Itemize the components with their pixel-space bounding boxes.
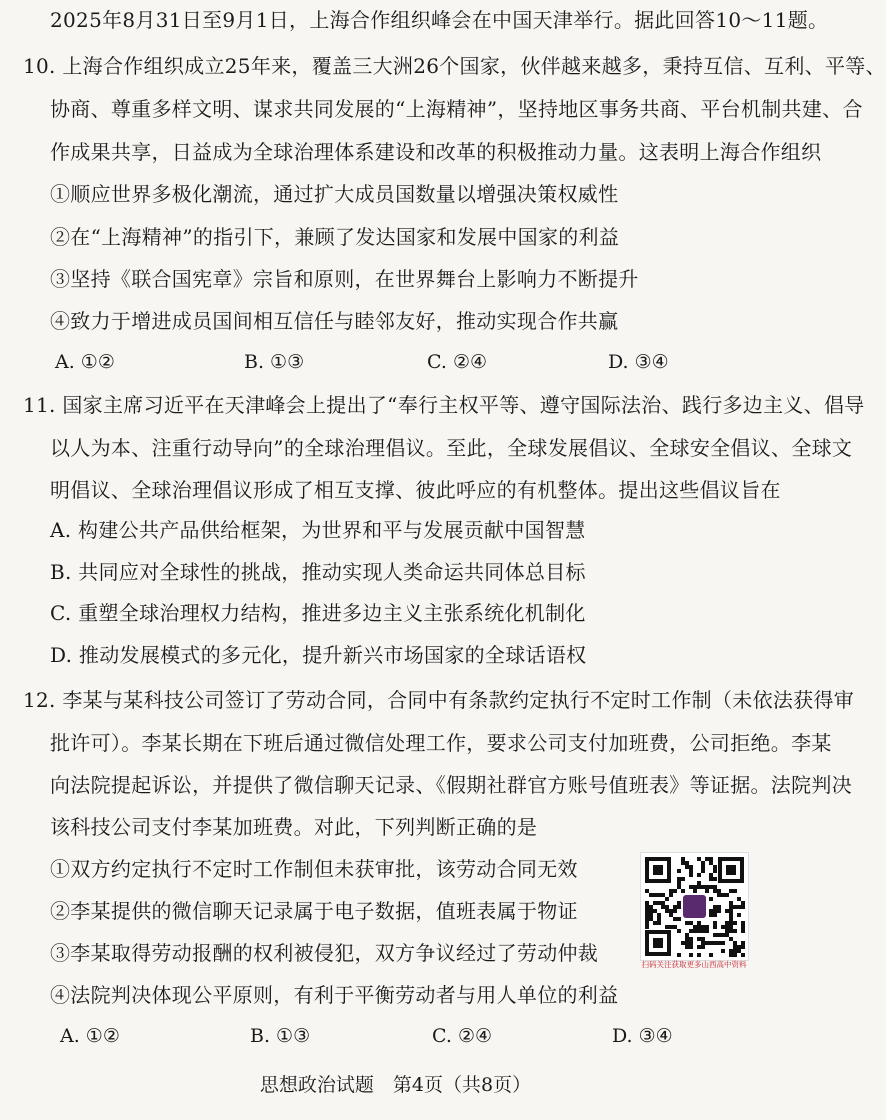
q12-stem-line-1: 12. 李某与某科技公司签订了劳动合同，合同中有条款约定执行不定时工作制（未依法获得审 — [23, 688, 855, 712]
q11-option-b: B. 共同应对全球性的挑战，推动实现人类命运共同体总目标 — [50, 560, 586, 584]
q11-stem-line-1: 11. 国家主席习近平在天津峰会上提出了“奉行主权平等、遵守国际法治、践行多边主义、倡导 — [23, 393, 865, 417]
q12-statement-2: ②李某提供的微信聊天记录属于电子数据，值班表属于物证 — [50, 899, 578, 923]
q10-statement-1: ①顺应世界多极化潮流，通过扩大成员国数量以增强决策权威性 — [50, 182, 619, 206]
qr-logo-icon — [683, 895, 706, 918]
q12-statement-3: ③李某取得劳动报酬的权利被侵犯，双方争议经过了劳动仲裁 — [50, 941, 599, 965]
qr-code[interactable] — [640, 852, 749, 961]
q12-statement-4: ④法院判决体现公平原则，有利于平衡劳动者与用人单位的利益 — [50, 983, 619, 1007]
q11-option-a: A. 构建公共产品供给框架，为世界和平与发展贡献中国智慧 — [50, 518, 586, 542]
q11-option-c: C. 重塑全球治理权力结构，推进多边主义主张系统化机制化 — [50, 601, 586, 625]
q12-option-a: A. ①② — [60, 1025, 120, 1047]
q11-stem-line-2: 以人为本、注重行动导向”的全球治理倡议。至此，全球发展倡议、全球安全倡议、全球文 — [50, 436, 853, 460]
q10-stem-line-1: 10. 上海合作组织成立25年来，覆盖三大洲26个国家，伙伴越来越多，秉持互信、互利、平等、 — [23, 54, 886, 78]
page-footer: 思想政治试题 第4页（共8页） — [259, 1074, 532, 1096]
q12-option-c: C. ②④ — [432, 1025, 493, 1047]
q12-stem-line-2: 批许可）。李某长期在下班后通过微信处理工作，要求公司支付加班费，公司拒绝。李某 — [50, 731, 832, 755]
qr-caption: 扫码关注获取更多山西高中资料 — [641, 960, 747, 969]
q11-option-d: D. 推动发展模式的多元化，提升新兴市场国家的全球话语权 — [50, 643, 587, 667]
q10-option-d: D. ③④ — [608, 351, 669, 373]
q10-option-a: A. ①② — [55, 351, 115, 373]
intro-line: 2025年8月31日至9月1日，上海合作组织峰会在中国天津举行。据此回答10～11题。 — [50, 8, 829, 32]
q12-stem-line-3: 向法院提起诉讼，并提供了微信聊天记录、《假期社群官方账号值班表》等证据。法院判决 — [50, 773, 852, 797]
q10-stem-line-2: 协商、尊重多样文明、谋求共同发展的“上海精神”，坚持地区事务共商、平台机制共建、合 — [50, 97, 863, 121]
qr-code-image — [641, 853, 748, 960]
q10-statement-4: ④致力于增进成员国间相互信任与睦邻友好，推动实现合作共赢 — [50, 309, 619, 333]
q12-stem-line-4: 该科技公司支付李某加班费。对此，下列判断正确的是 — [50, 815, 538, 839]
q12-statement-1: ①双方约定执行不定时工作制但未获审批，该劳动合同无效 — [50, 857, 578, 881]
q12-option-d: D. ③④ — [612, 1025, 673, 1047]
q10-statement-2: ②在“上海精神”的指引下，兼顾了发达国家和发展中国家的利益 — [50, 225, 620, 249]
q10-option-b: B. ①③ — [244, 351, 305, 373]
q12-option-b: B. ①③ — [250, 1025, 311, 1047]
q10-option-c: C. ②④ — [427, 351, 488, 373]
q10-stem-line-3: 作成果共享，日益成为全球治理体系建设和改革的积极推动力量。这表明上海合作组织 — [50, 140, 822, 164]
q11-stem-line-3: 明倡议、全球治理倡议形成了相互支撑、彼此呼应的有机整体。提出这些倡议旨在 — [50, 478, 781, 502]
q10-statement-3: ③坚持《联合国宪章》宗旨和原则，在世界舞台上影响力不断提升 — [50, 267, 639, 291]
